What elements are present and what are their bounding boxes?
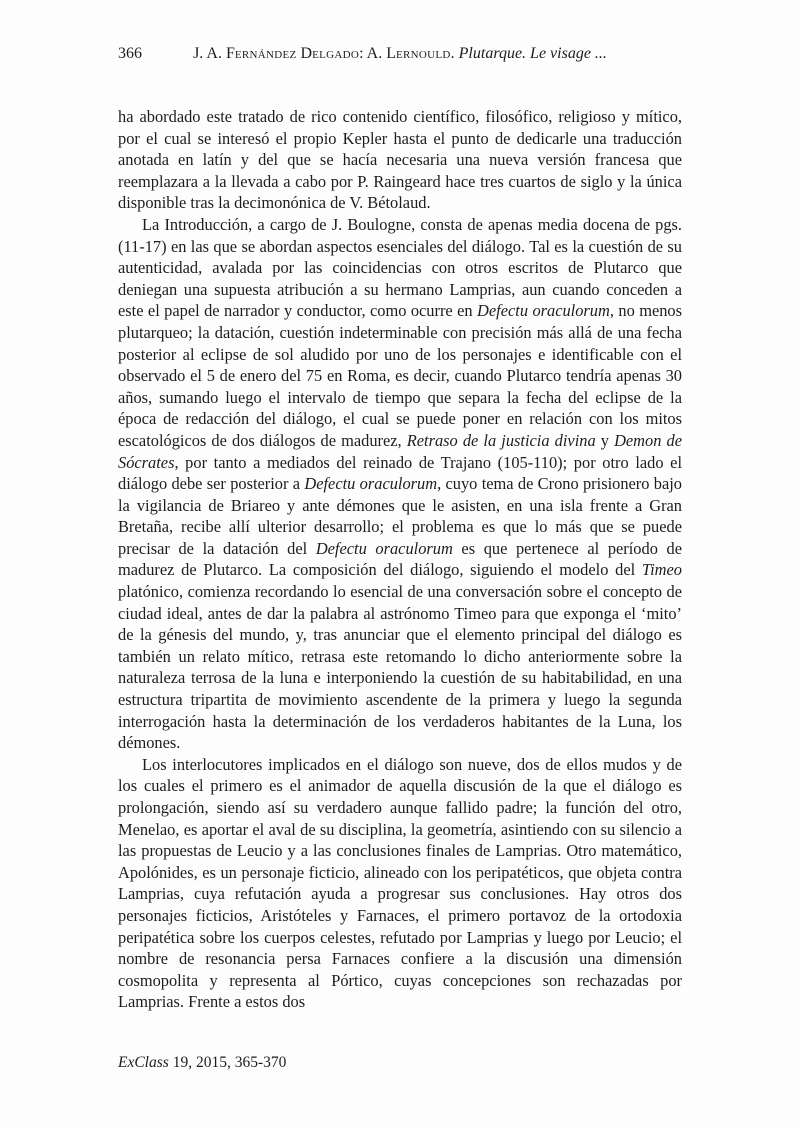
text-run: es que pertenece al período de madurez de Plutarco. La composición del diálogo, siguiendo el modelo del [118,538,682,580]
text-run: Retraso de la justicia divina [406,430,596,450]
text-run: , no menos plutarqueo; la datación, cuestión indeterminable con precisión más allá de una fecha posterior al eclipse de sol aludido por uno de los personajes e identificable con el observado el 5 de enero del 75 en Roma, es decir, cuando Plutarco tendría apenas 30 años, sumando luego el intervalo de tiempo que separa la fecha del eclipse de la época de redacción del diálogo, el cual se puede poner en relación con los mitos escatológicos de dos diálogos de madurez, [118,301,683,450]
text-run: ExClass [118,1054,169,1071]
text-run: y [595,430,615,450]
text-run: 19, 2015, 365-370 [168,1054,287,1071]
text-run: ernould [396,45,451,62]
text-run: , cuyo tema de Crono prisionero bajo la vigilancia de Briareo y ante démones que le asisten, en una isla frente a Gran Bretaña, recibe allí ulterior desarrollo; el problema es que lo más que se puede precisar de la datación del [118,474,682,558]
text-run: J. A. F [193,45,235,62]
paragraph [118,106,682,214]
text-run: D [296,45,313,62]
page-header [118,44,682,64]
page-number: 366 [118,45,142,62]
text-run: Los interlocutores implicados en el diálogo son nueve, dos de ellos mudos y de los cuales el primero es el animador de aquella discusión de la que el diálogo es prolongación, siendo así su verdadero aunque fallido padre; la función del otro, Menelao, es aportar el aval de su disciplina, la geometría, asintiendo con su silencio a las propuestas de Leucio y a las conclusiones finales de Lamprias. Otro matemático, Apolónides, es un personaje ficticio, alineado con los peripatéticos, que objeta contra Lamprias, cuya refutación ayuda a progresar sus conclusiones. Hay otros dos personajes ficticios, Aristóteles y Farnaces, el primero portavoz de la ortodoxia peripatética sobre los cuerpos celestes, refutado por Lamprias y luego por Leucio; el nombre de resonancia persa Farnaces confiere a la discusión una dimensión cosmopolita y representa al Pórtico, cuyas concepciones son rechazadas por Lamprias. Frente a estos dos [118,754,682,1012]
text-run: platónico, comienza recordando lo esencial de una conversación sobre el concepto de ciudad ideal, antes de dar la palabra al astrónomo Timeo para que exponga el ‘mito’ de la génesis del mundo, y, tras anunciar que el elemento principal del diálogo es también un relato mítico, retrasa este retomando lo dicho anteriormente sobre la naturaleza terrosa de la luna e interponiendo la cuestión de su habitabilidad, en una estructura tripartita de movimiento ascendente de la primera y luego la segunda interrogación hasta la determinación de los verdaderos habitantes de la Luna, los démones. [118,582,682,753]
text-run: Timeo [641,560,682,580]
footer-citation [118,1054,286,1071]
text-run: Defectu oraculorum [304,474,438,494]
paragraph [118,214,682,754]
text-run: Defectu oraculorum [477,301,610,321]
body-text [118,106,682,1013]
running-title [118,44,682,64]
text-run: ha abordado este tratado de rico contenido científico, filosófico, religioso y mítico, por el cual se interesó el propio Kepler hasta el punto de dedicarle una traducción anotada en latín y del que se hacía necesaria una nueva versión francesa que reemplazara a la llevada a cabo por P. Raingeard hace tres cuartos de siglo y la única disponible tras la decimonónica de V. Bétolaud. [118,107,682,213]
text-run: Defectu oraculorum [315,538,453,558]
text-run: elgado [312,45,360,62]
page-footer [118,1054,286,1072]
text-run: , por tanto a mediados del reinado de Trajano (105-110); por otro lado el diálogo debe ser posterior a [118,452,682,494]
text-run: Plutarque. Le visage ... [458,45,607,62]
text-run: . [450,45,459,62]
text-run: Demon de Sócrates [118,430,682,472]
text-run: La Introducción, a cargo de J. Boulogne, consta de apenas media docena de pgs. (11-17) en las que se abordan aspectos esenciales del diálogo. Tal es la cuestión de su autenticidad, avalada por las coincidencias con otros escritos de Plutarco que deniegan una supuesta atribución a su hermano Lamprias, aun cuando conceden a este el papel de narrador y conductor, como ocurre en [118,214,682,321]
text-run: ernández [234,45,297,62]
text-run: : A. L [359,45,396,62]
paragraph [118,754,682,1013]
